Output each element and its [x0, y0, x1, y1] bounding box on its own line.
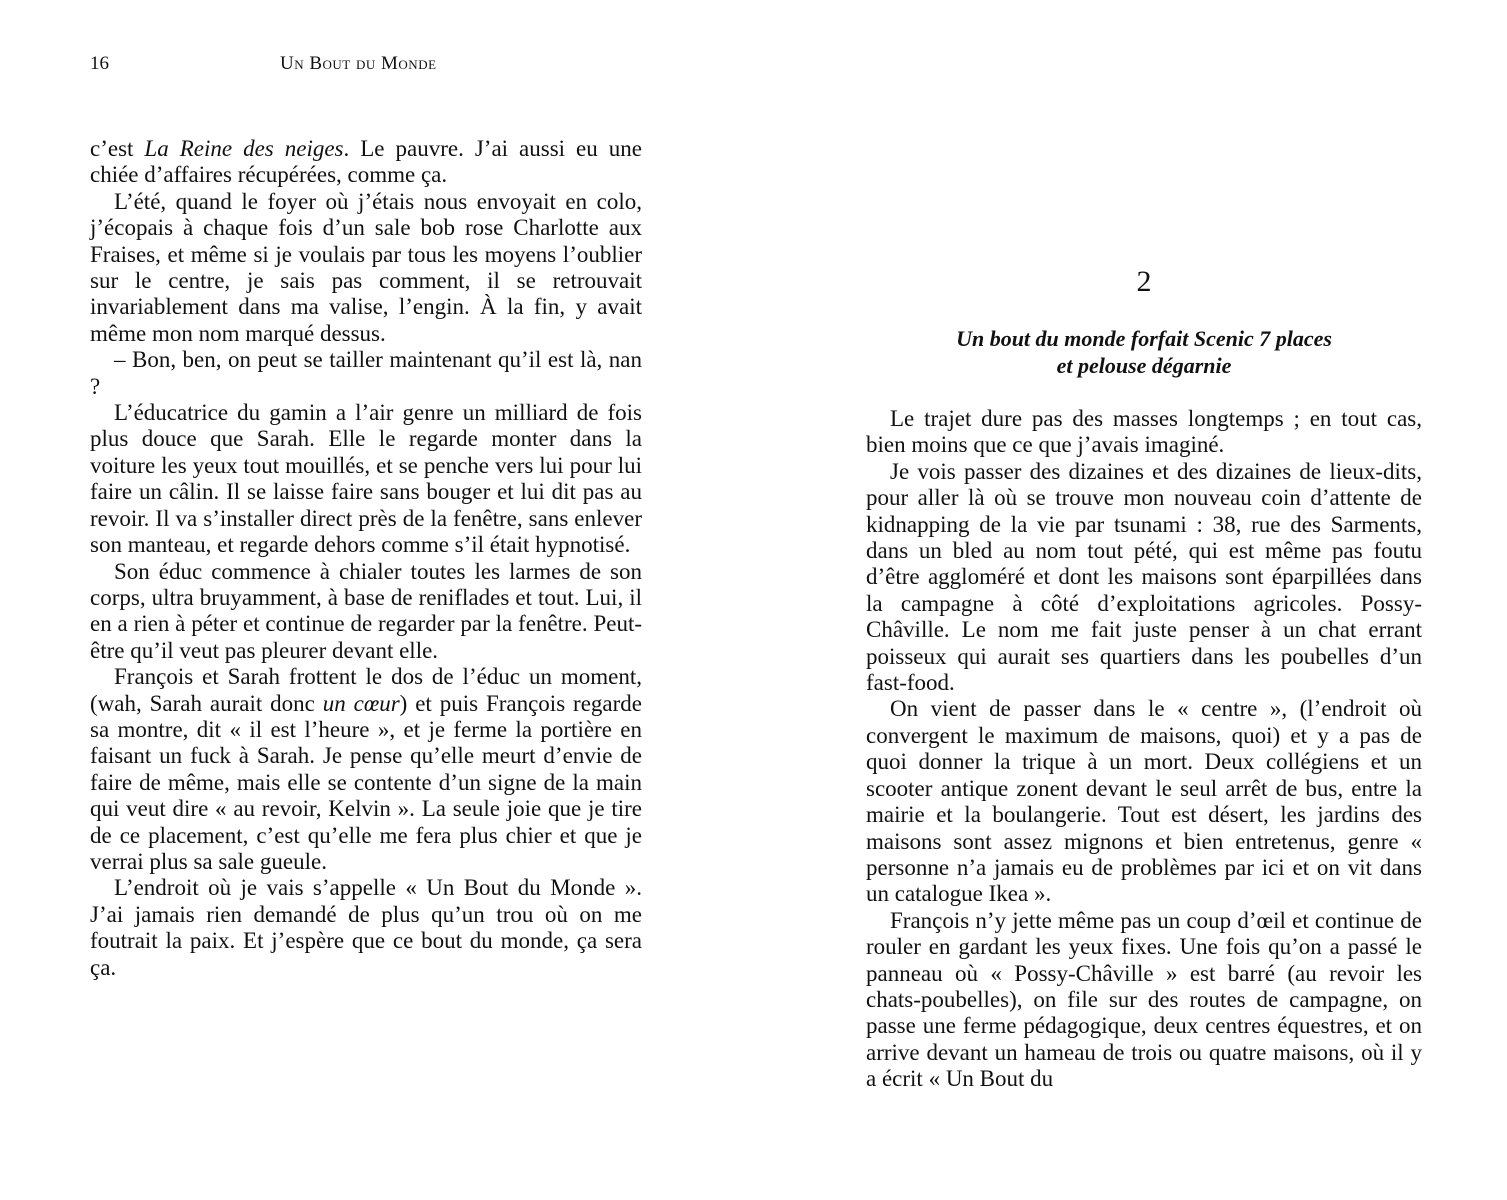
page-number: 16 [90, 53, 109, 74]
italic-phrase: un cœur [322, 690, 400, 716]
chapter-title-line: Un bout du monde forfait Scenic 7 places [956, 326, 1332, 351]
left-page [0, 0, 750, 1200]
paragraph: c’est La Reine des neiges. Le pauvre. J’ai aussi eu une chiée d’affaires récupérées, comme ça. [90, 136, 642, 188]
paragraph: François n’y jette même pas un coup d’œil et continue de rouler en gardant les yeux fixes. Une fois qu’on a passé le panneau où « Possy-Châville » est barré (au revoir les chats-poubelles), on file sur des routes de campagne, on passe une ferme pédagogique, deux centres équestres, et on arrive devant un hameau de trois ou quatre maisons, où il y a écrit « Un Bout du [866, 907, 1422, 1092]
paragraph: François et Sarah frottent le dos de l’éduc un moment, (wah, Sarah aurait donc un cœur) et puis François regarde sa montre, dit « il est l’heure », et je ferme la portière en faisant un fuck à Sarah. Je pense qu’elle meurt d’envie de faire de même, mais elle se contente d’un signe de la main qui veut dire « au revoir, Kelvin ». La seule joie que je tire de ce placement, c’est qu’elle me fera plus chier et que je verrai plus sa sale gueule. [90, 664, 642, 874]
chapter-number: 2 [1136, 265, 1152, 298]
right-page [750, 0, 1507, 1200]
paragraph: Je vois passer des dizaines et des dizaines de lieux-dits, pour aller là où se trouve mon nouveau coin d’attente de kidnapping de la vie par tsunami : 38, rue des Sarments, dans un bled au nom tout pété, qui est même pas foutu d’être aggloméré et dont les maisons sont éparpillées dans la campagne à côté d’exploitations agricoles. Possy-Châville. Le nom me fait juste penser à un chat errant poisseux qui aurait ses quartiers dans les poubelles d’un fast-food. [866, 458, 1422, 696]
paragraph: Son éduc commence à chialer toutes les larmes de son corps, ultra bruyamment, à base de reniflades et tout. Lui, il en a rien à péter et continue de regarder par la fenêtre. Peut-être qu’il veut pas pleurer devant elle. [90, 558, 642, 663]
paragraph: L’endroit où je vais s’appelle « Un Bout du Monde ». J’ai jamais rien demandé de plus qu’un trou où on me foutrait la paix. Et j’espère que ce bout du monde, ça sera ça. [90, 875, 642, 980]
paragraph: L’été, quand le foyer où j’étais nous envoyait en colo, j’écopais à chaque fois d’un sale bob rose Charlotte aux Fraises, et même si je voulais par tous les moyens l’oublier sur le centre, je sais pas comment, il se retrouvait invariablement dans ma valise, l’engin. À la fin, y avait même mon nom marqué dessus. [90, 188, 642, 346]
paragraph-dialogue: – Bon, ben, on peut se tailler maintenant qu’il est là, nan ? [90, 347, 642, 399]
paragraph: On vient de passer dans le « centre », (l’endroit où convergent le maximum de maisons, quoi) et y a pas de quoi donner la trique à un mort. Deux collégiens et un scooter antique zonent devant le seul arrêt de bus, entre la mairie et la boulangerie. Tout est désert, les jardins des maisons sont assez mignons et bien entretenus, genre « personne n’a jamais eu de problèmes par ici et on vit dans un catalogue Ikea ». [866, 696, 1422, 907]
paragraph: Le trajet dure pas des masses longtemps ; en tout cas, bien moins que ce que j’avais imaginé. [866, 406, 1422, 458]
paragraph: L’éducatrice du gamin a l’air genre un milliard de fois plus douce que Sarah. Elle le regarde monter dans la voiture les yeux tout mouillés, et se penche vers lui pour lui faire un câlin. Il se laisse faire sans bouger et lui dit pas au revoir. Il va s’installer direct près de la fenêtre, sans enlever son manteau, et regarde dehors comme s’il était hypnotisé. [90, 400, 642, 558]
italic-title: La Reine des neiges [144, 136, 344, 161]
chapter-title [866, 325, 1422, 379]
left-text-block [90, 136, 642, 981]
chapter-title-line: et pelouse dégarnie [1056, 353, 1232, 378]
running-title: Un Bout du Monde [280, 53, 437, 74]
running-head [90, 52, 650, 76]
right-text-block [866, 406, 1422, 1093]
